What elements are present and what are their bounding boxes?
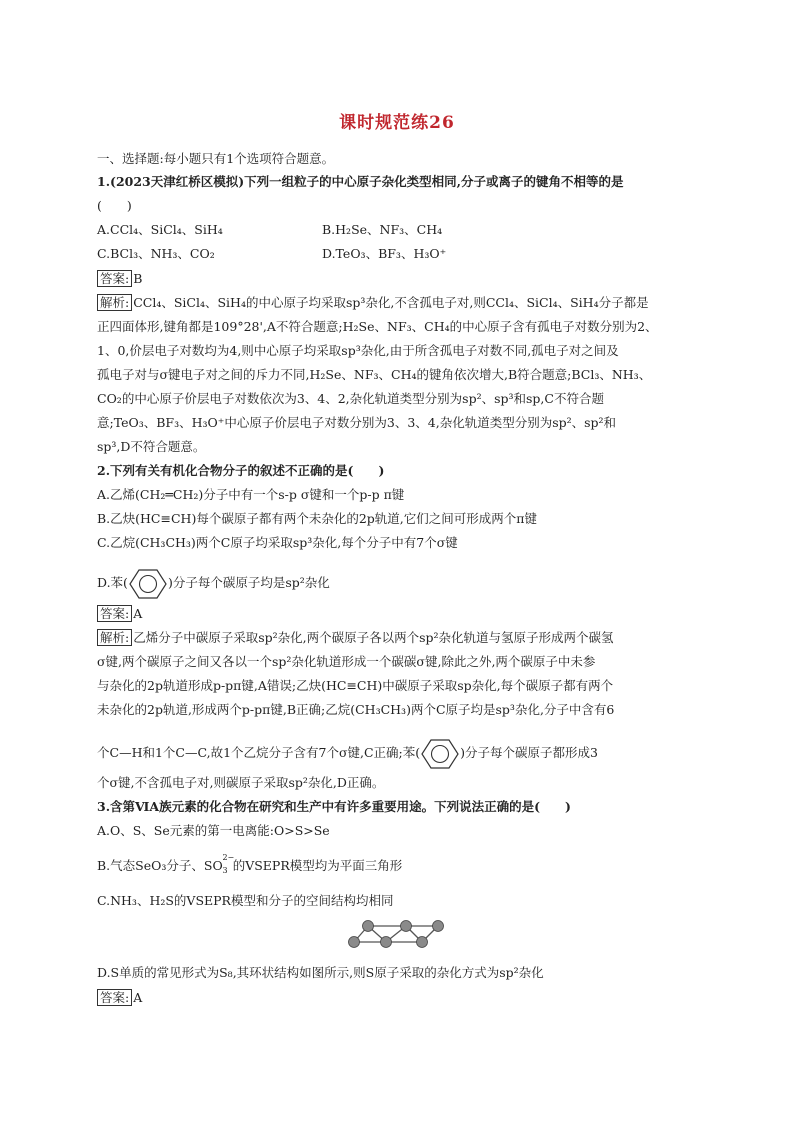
q2-option-d: [97, 566, 330, 600]
q2-option-b: B.乙炔(HC≡CH)每个碳原子都有两个未杂化的2p轨道,它们之间可形成两个π键: [97, 511, 537, 526]
answer-label: 答案:: [97, 989, 132, 1006]
q1-option-d: D.TeO₃、BF₃、H₃O⁺: [322, 246, 447, 261]
q2-option-c: C.乙烷(CH₃CH₃)两个C原子均采取sp³杂化,每个分子中有7个σ键: [97, 535, 458, 550]
q3-option-b: [97, 853, 403, 876]
q2-analysis-line: 与杂化的2p轨道形成p-pπ键,A错误;乙炔(HC≡CH)中碳原子采取sp杂化,每个碳原子都有两个: [97, 678, 614, 693]
analysis-label: 解析:: [97, 629, 132, 646]
q2-analysis-line: σ键,两个碳原子之间又各以一个sp²杂化轨道形成一个碳碳σ键,除此之外,两个碳原子中未参: [97, 654, 596, 669]
ion-subscript: 3: [222, 866, 228, 875]
answer-label: 答案:: [97, 270, 132, 287]
option-b-suffix: 的VSEPR模型均为平面三角形: [232, 858, 403, 873]
answer-value: B: [133, 271, 143, 286]
q1-analysis-line: sp³,D不符合题意。: [97, 439, 206, 454]
q2-option-a: A.乙烯(CH₂═CH₂)分子中有一个s-p σ键和一个p-p π键: [97, 487, 405, 502]
option-d-prefix: D.苯(: [97, 575, 128, 590]
q1-paren: ( ): [97, 198, 132, 213]
benzene-ring-icon: [128, 568, 168, 600]
q2-analysis-line: [97, 630, 614, 646]
answer-label: 答案:: [97, 605, 132, 622]
q1-stem: 1.(2023天津红桥区模拟)下列一组粒子的中心原子杂化类型相同,分子或离子的键角不相等的是: [97, 174, 624, 189]
page-title: 课时规范练26: [339, 113, 455, 133]
ion-symbol: O: [212, 858, 223, 873]
analysis-text: CCl₄、SiCl₄、SiH₄的中心原子均采取sp³杂化,不含孤电子对,则CCl₄、SiCl₄、SiH₄分子都是: [133, 295, 649, 310]
s8-ring-structure-icon: [346, 916, 446, 952]
section-heading: 一、选择题:每小题只有1个选项符合题意。: [97, 151, 335, 166]
q3-option-c: C.NH₃、H₂S的VSEPR模型和分子的空间结构均相同: [97, 893, 394, 908]
q1-option-a: A.CCl₄、SiCl₄、SiH₄: [97, 222, 223, 237]
q1-analysis-line: CO₂的中心原子价层电子对数依次为3、4、2,杂化轨道类型分别为sp²、sp³和sp,C不符合题: [97, 391, 604, 406]
q1-analysis-line: 孤电子对与σ键电子对之间的斥力不同,H₂Se、NF₃、CH₄的键角依次增大,B符合题意;BCl₃、NH₃、: [97, 367, 652, 382]
answer-value: A: [133, 606, 143, 621]
q1-analysis-line: 1、0,价层电子对数均为4,则中心原子均采取sp³杂化,由于所含孤电子对数不同,孤电子对之间及: [97, 343, 619, 358]
option-d-suffix: )分子每个碳原子均是sp²杂化: [167, 575, 330, 590]
q3-option-a: A.O、S、Se元素的第一电离能:O>S>Se: [97, 823, 330, 838]
analysis-text: )分子每个碳原子都形成3: [460, 745, 598, 760]
q1-option-b: B.H₂Se、NF₃、CH₄: [322, 222, 443, 237]
answer-value: A: [133, 990, 143, 1005]
analysis-text: 个C—H和1个C—C,故1个乙烷分子含有7个σ键,C正确;苯(: [97, 745, 421, 760]
q3-answer: [97, 990, 142, 1006]
analysis-label: 解析:: [97, 294, 132, 311]
q2-stem: 2.下列有关有机化合物分子的叙述不正确的是( ): [97, 463, 385, 478]
q2-analysis-line: [97, 736, 598, 770]
option-b-prefix: B.气态SeO₃分子、S: [97, 858, 213, 873]
q2-analysis-line: 个σ键,不含孤电子对,则碳原子采取sp²杂化,D正确。: [97, 775, 385, 790]
analysis-text: 乙烯分子中碳原子采取sp²杂化,两个碳原子各以两个sp²杂化轨道与氢原子形成两个碳氢: [133, 630, 614, 645]
benzene-ring-icon: [420, 738, 460, 770]
q1-option-c: C.BCl₃、NH₃、CO₂: [97, 246, 215, 261]
q1-analysis-line: 意;TeO₃、BF₃、H₃O⁺中心原子价层电子对数分别为3、3、4,杂化轨道类型分别为sp²、sp²和: [97, 415, 617, 430]
q1-answer: [97, 271, 142, 287]
q1-analysis-line: 正四面体形,键角都是109°28',A不符合题意;H₂Se、NF₃、CH₄的中心原子含有孤电子对数分别为2、: [97, 319, 658, 334]
q1-analysis-line: [97, 295, 649, 311]
q3-stem: 3.含第ⅥA族元素的化合物在研究和生产中有许多重要用途。下列说法正确的是( ): [97, 799, 571, 814]
q2-analysis-line: 未杂化的2p轨道,形成两个p-pπ键,B正确;乙烷(CH₃CH₃)两个C原子均是sp³杂化,分子中含有6: [97, 702, 615, 717]
q2-answer: [97, 606, 142, 622]
q3-option-d: D.S单质的常见形式为S₈,其环状结构如图所示,则S原子采取的杂化方式为sp²杂化: [97, 965, 544, 980]
ion-charge: 2−: [222, 853, 235, 862]
